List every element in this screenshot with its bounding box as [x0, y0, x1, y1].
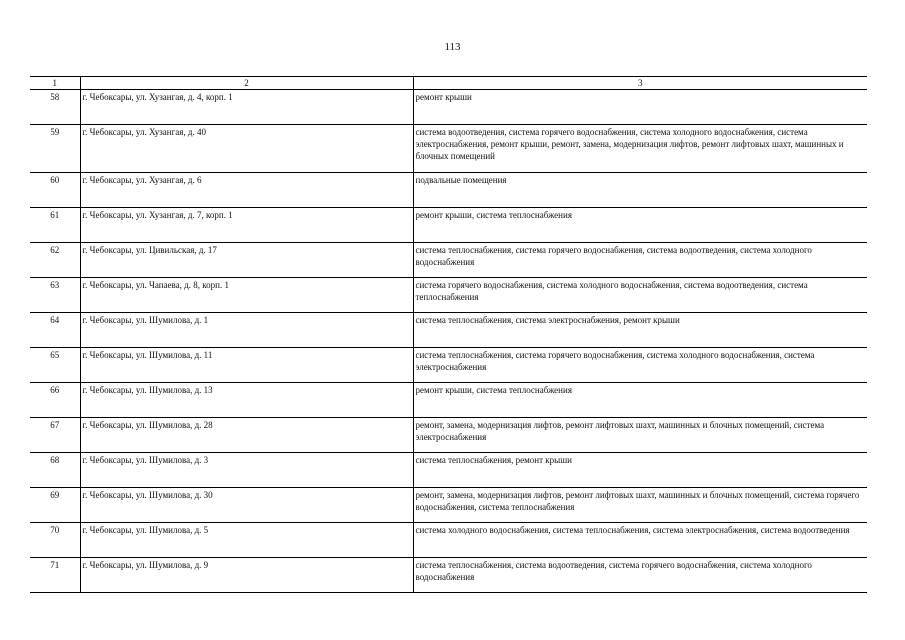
row-works: ремонт крыши, система теплоснабжения	[413, 383, 867, 418]
row-address: г. Чебоксары, ул. Шумилова, д. 30	[80, 488, 413, 523]
table-row	[30, 208, 867, 243]
row-number: 68	[30, 453, 80, 488]
row-works: ремонт, замена, модернизация лифтов, ремонт лифтовых шахт, машинных и блочных помещений, система электроснабжения	[413, 418, 867, 453]
row-number: 62	[30, 243, 80, 278]
row-works: система теплоснабжения, система водоотведения, система горячего водоснабжения, система холодного водоснабжения	[413, 558, 867, 593]
row-number: 67	[30, 418, 80, 453]
row-number: 69	[30, 488, 80, 523]
table-row	[30, 278, 867, 313]
row-works: система теплоснабжения, система горячего водоснабжения, система холодного водоснабжения, система электроснабжения	[413, 348, 867, 383]
row-works: система водоотведения, система горячего водоснабжения, система холодного водоснабжения, система электроснабжения, ремонт крыши, ремонт, замена, модернизация лифтов, ремонт лифтовых шахт, машинных и блочных помещений	[413, 125, 867, 173]
column-header-address: 2	[80, 77, 413, 90]
table-header-row	[30, 77, 867, 90]
table-row	[30, 90, 867, 125]
row-works: ремонт, замена, модернизация лифтов, ремонт лифтовых шахт, машинных и блочных помещений, система горячего водоснабжения, система теплоснабжения	[413, 488, 867, 523]
page-number: 113	[444, 41, 461, 53]
row-number: 70	[30, 523, 80, 558]
row-number: 71	[30, 558, 80, 593]
table-row	[30, 383, 867, 418]
table-row	[30, 173, 867, 208]
row-number: 58	[30, 90, 80, 125]
row-address: г. Чебоксары, ул. Чапаева, д. 8, корп. 1	[80, 278, 413, 313]
row-address: г. Чебоксары, ул. Хузангая, д. 4, корп. 1	[80, 90, 413, 125]
row-address: г. Чебоксары, ул. Шумилова, д. 28	[80, 418, 413, 453]
address-table	[30, 76, 867, 593]
row-address: г. Чебоксары, ул. Шумилова, д. 11	[80, 348, 413, 383]
table-row	[30, 313, 867, 348]
row-number: 59	[30, 125, 80, 173]
row-works: система теплоснабжения, ремонт крыши	[413, 453, 867, 488]
row-works: ремонт крыши	[413, 90, 867, 125]
row-number: 66	[30, 383, 80, 418]
table-row	[30, 243, 867, 278]
row-address: г. Чебоксары, ул. Хузангая, д. 7, корп. 1	[80, 208, 413, 243]
column-header-works: 3	[413, 77, 867, 90]
row-address: г. Чебоксары, ул. Хузангая, д. 6	[80, 173, 413, 208]
table-row	[30, 125, 867, 173]
table-row	[30, 453, 867, 488]
table-row	[30, 418, 867, 453]
row-address: г. Чебоксары, ул. Шумилова, д. 5	[80, 523, 413, 558]
row-works: подвальные помещения	[413, 173, 867, 208]
table-row	[30, 488, 867, 523]
row-number: 61	[30, 208, 80, 243]
row-works: система горячего водоснабжения, система холодного водоснабжения, система водоотведения, система теплоснабжения	[413, 278, 867, 313]
table-row	[30, 348, 867, 383]
row-number: 63	[30, 278, 80, 313]
row-number: 60	[30, 173, 80, 208]
row-address: г. Чебоксары, ул. Шумилова, д. 3	[80, 453, 413, 488]
table-row	[30, 523, 867, 558]
row-works: система теплоснабжения, система горячего водоснабжения, система водоотведения, система холодного водоснабжения	[413, 243, 867, 278]
row-works: система холодного водоснабжения, система теплоснабжения, система электроснабжения, система водоотведения	[413, 523, 867, 558]
row-works: ремонт крыши, система теплоснабжения	[413, 208, 867, 243]
row-address: г. Чебоксары, ул. Хузангая, д. 40	[80, 125, 413, 173]
row-works: система теплоснабжения, система электроснабжения, ремонт крыши	[413, 313, 867, 348]
row-number: 65	[30, 348, 80, 383]
row-address: г. Чебоксары, ул. Шумилова, д. 13	[80, 383, 413, 418]
row-address: г. Чебоксары, ул. Шумилова, д. 9	[80, 558, 413, 593]
row-address: г. Чебоксары, ул. Шумилова, д. 1	[80, 313, 413, 348]
table-row	[30, 558, 867, 593]
column-header-number: 1	[30, 77, 80, 90]
row-number: 64	[30, 313, 80, 348]
row-address: г. Чебоксары, ул. Цивильская, д. 17	[80, 243, 413, 278]
